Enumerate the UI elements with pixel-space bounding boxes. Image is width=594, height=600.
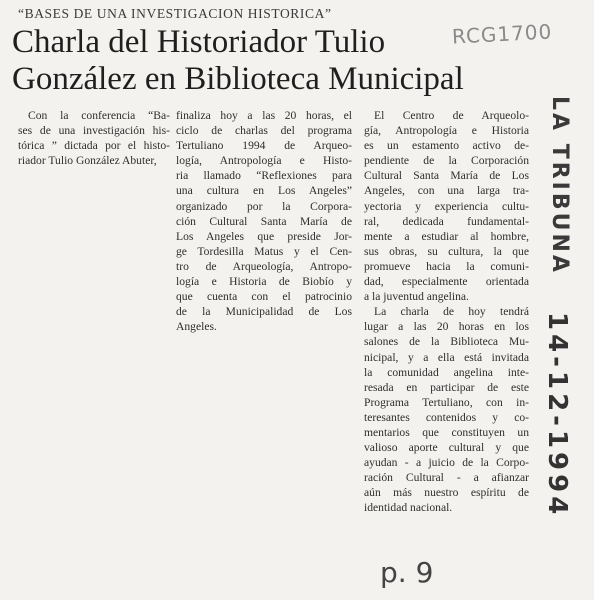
text-line: ral, dedicada fundamental- [364,214,529,228]
handwritten-date: 14-12-1994 [542,312,572,519]
handwritten-page-number: p. 9 [380,556,434,589]
text-line: ciclo de charlas del programa [176,124,352,138]
headline-line-2: González en Biblioteca Municipal [12,61,464,97]
text-line: mente a estudiar al hombre, [364,229,529,243]
text-line: lugar a las 20 horas en los [364,320,529,334]
text-line: pendiente de la Corporación [364,154,529,168]
text-line: nicipal, y a ella está invitada [364,350,529,364]
text-line: dad, especialmente orientada [364,275,529,289]
text-line: ración Cultural - a afianzar [364,471,529,485]
text-line: sus obras, su cultura, la que [364,244,529,258]
text-line: resada en participar de este [364,380,529,394]
text-line: yectoria y experiencia cultu- [364,199,529,213]
handwritten-newspaper-name: LA TRIBUNA [547,96,572,275]
text-line: ayudan - a juicio de la Corpo- [364,456,529,470]
text-line: finaliza hoy a las 20 horas, el [176,109,352,122]
text-line: Los Angeles que preside Jor- [176,229,352,243]
text-line: El Centro de Arqueolo- [374,109,529,122]
text-line: salones de la Biblioteca Mu- [364,335,529,349]
text-line: de la Municipalidad de Los [176,305,352,319]
text-line: aún más nuestro espíritu de [364,486,529,500]
text-line: Cultural Santa María de Los [364,169,529,183]
text-line: mentarios que constituyen un [364,425,529,439]
text-line: Angeles, con una larga tra- [364,184,529,198]
text-line: Programa Tertuliano, con in- [364,395,529,409]
article-column-2 [176,108,352,334]
text-line: es un estamento activo de- [364,139,529,153]
text-line: teresantes contenidos y co- [364,410,529,424]
article-column-3 [364,108,529,516]
text-line: promueve hacia la comuni- [364,259,529,273]
text-line: logía, Antropología e Histo- [176,154,352,168]
text-line: Con la conferencia “Ba- [28,109,170,122]
handwritten-catalog-code: RCG1700 [451,19,553,49]
text-line: identidad nacional. [364,501,453,515]
text-line: la comunidad angelina inte- [364,365,529,379]
article-headline [12,24,462,98]
article-column-1 [18,108,170,168]
text-line: ria llamado “Reflexiones para [176,169,352,183]
text-line: organizado por la Corpora- [176,199,352,213]
article-kicker: “BASES DE UNA INVESTIGACION HISTORICA” [18,6,332,21]
text-line: gía, Antropología e Historia [364,124,529,138]
text-line: una cultura en Los Angeles” [176,184,352,198]
text-line: valioso aporte cultural y que [364,441,529,455]
text-line: ses de una investigación his- [18,124,170,138]
text-line: riador Tulio González Abuter, [18,154,157,168]
text-line: tórica ” dictada por el histo- [18,139,170,153]
text-line: ge Tordesilla Matus y el Cen- [176,244,352,258]
text-line: Tertuliano 1994 de Arqueo- [176,139,352,153]
text-line: logía e Historia de Biobío y [176,275,352,289]
text-line: La charla de hoy tendrá [374,305,529,319]
text-line: que cuenta con el patrocinio [176,290,352,304]
headline-line-1: Charla del Historiador Tulio [12,24,386,60]
text-line: tro de Arqueología, Antropo- [176,259,352,273]
text-line: ción Cultural Santa María de [176,214,352,228]
text-line: Angeles. [176,320,217,334]
text-line: a la juventud angelina. [364,290,469,304]
